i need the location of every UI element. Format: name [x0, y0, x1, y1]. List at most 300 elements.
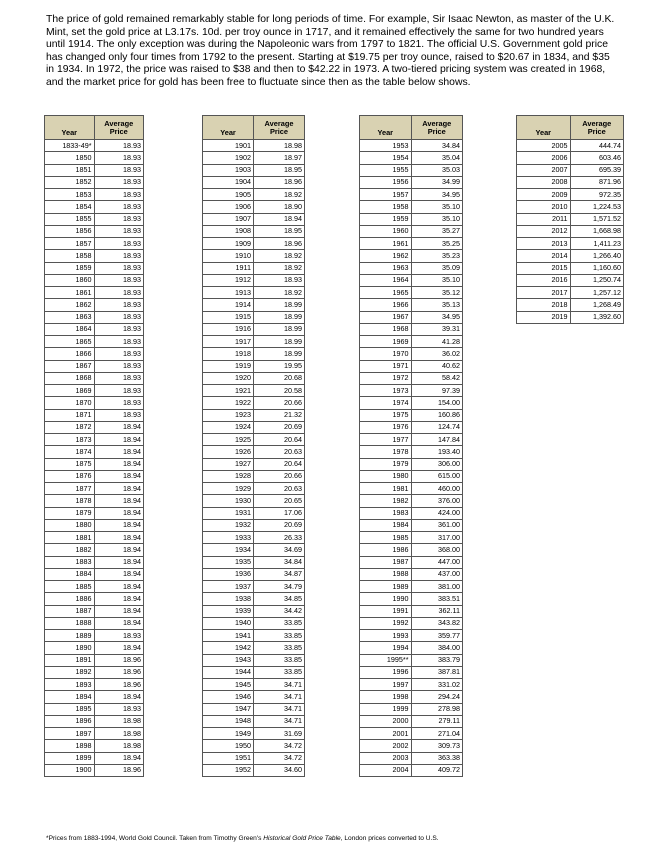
table-row — [45, 752, 144, 764]
price-cell: 18.95 — [254, 225, 305, 237]
year-cell: 1874 — [45, 446, 95, 458]
average-price-header-line2: Price — [269, 126, 289, 136]
price-cell: 35.04 — [411, 152, 463, 164]
price-cell: 972.35 — [570, 189, 624, 201]
price-cell: 18.94 — [94, 434, 144, 446]
table-row — [360, 446, 463, 458]
year-cell: 1980 — [360, 470, 412, 482]
table-row — [203, 654, 305, 666]
year-cell: 1933 — [203, 532, 254, 544]
table-row — [360, 630, 463, 642]
table-row — [360, 532, 463, 544]
table-row — [45, 152, 144, 164]
year-cell: 1910 — [203, 250, 254, 262]
year-cell: 1943 — [203, 654, 254, 666]
price-cell: 193.40 — [411, 446, 463, 458]
year-cell: 1977 — [360, 434, 412, 446]
year-cell: 1964 — [360, 274, 412, 286]
year-cell: 1850 — [45, 152, 95, 164]
price-cell: 35.23 — [411, 250, 463, 262]
year-cell: 1893 — [45, 679, 95, 691]
table-row — [517, 140, 624, 152]
year-cell: 1897 — [45, 728, 95, 740]
price-cell: 18.93 — [94, 262, 144, 274]
year-cell: 1879 — [45, 507, 95, 519]
table-row — [203, 605, 305, 617]
year-cell: 1926 — [203, 446, 254, 458]
year-cell: 1997 — [360, 679, 412, 691]
price-cell: 447.00 — [411, 556, 463, 568]
year-cell: 1965 — [360, 287, 412, 299]
price-cell: 33.85 — [254, 630, 305, 642]
year-cell: 2005 — [517, 140, 571, 152]
year-cell: 1913 — [203, 287, 254, 299]
price-cell: 147.84 — [411, 434, 463, 446]
table-row — [45, 728, 144, 740]
table-row — [360, 250, 463, 262]
year-cell: 1899 — [45, 752, 95, 764]
price-cell: 18.93 — [94, 311, 144, 323]
year-cell: 1878 — [45, 495, 95, 507]
table-row — [203, 299, 305, 311]
table-row — [203, 679, 305, 691]
year-cell: 2018 — [517, 299, 571, 311]
price-cell: 383.79 — [411, 654, 463, 666]
year-cell: 1945 — [203, 679, 254, 691]
table-row — [203, 593, 305, 605]
table-row — [360, 238, 463, 250]
table-row — [45, 519, 144, 531]
price-cell: 33.85 — [254, 666, 305, 678]
year-cell: 1918 — [203, 348, 254, 360]
price-cell: 18.99 — [254, 336, 305, 348]
price-cell: 1,250.74 — [570, 274, 624, 286]
table-row — [360, 483, 463, 495]
year-header: Year — [203, 116, 254, 140]
table-row — [203, 495, 305, 507]
year-cell: 2002 — [360, 740, 412, 752]
table-row — [203, 691, 305, 703]
year-cell: 1896 — [45, 715, 95, 727]
table-row — [45, 397, 144, 409]
table-row — [517, 225, 624, 237]
year-cell: 1890 — [45, 642, 95, 654]
year-cell: 1951 — [203, 752, 254, 764]
table-row — [203, 458, 305, 470]
table-row — [360, 189, 463, 201]
table-row — [360, 287, 463, 299]
price-cell: 271.04 — [411, 728, 463, 740]
year-cell: 1880 — [45, 519, 95, 531]
table-row — [203, 140, 305, 152]
table-row — [45, 250, 144, 262]
price-cell: 18.94 — [94, 556, 144, 568]
price-cell: 18.94 — [94, 421, 144, 433]
table-row — [203, 152, 305, 164]
table-row — [203, 752, 305, 764]
price-cell: 18.93 — [94, 397, 144, 409]
price-cell: 615.00 — [411, 470, 463, 482]
price-cell: 18.94 — [94, 495, 144, 507]
year-cell: 2011 — [517, 213, 571, 225]
year-header: Year — [517, 116, 571, 140]
table-row — [360, 360, 463, 372]
price-cell: 18.94 — [94, 532, 144, 544]
year-cell: 1912 — [203, 274, 254, 286]
price-cell: 331.02 — [411, 679, 463, 691]
table-row — [517, 250, 624, 262]
year-cell: 1885 — [45, 581, 95, 593]
year-cell: 1931 — [203, 507, 254, 519]
year-cell: 1908 — [203, 225, 254, 237]
price-cell: 18.96 — [94, 679, 144, 691]
year-cell: 1949 — [203, 728, 254, 740]
price-cell: 18.93 — [94, 189, 144, 201]
year-cell: 1883 — [45, 556, 95, 568]
price-cell: 18.93 — [94, 176, 144, 188]
table-row — [45, 323, 144, 335]
year-cell: 1952 — [203, 764, 254, 776]
table-row — [360, 164, 463, 176]
table-row — [203, 470, 305, 482]
price-cell: 20.69 — [254, 519, 305, 531]
table-row — [203, 397, 305, 409]
table-row — [360, 715, 463, 727]
table-row — [360, 299, 463, 311]
year-cell: 1906 — [203, 201, 254, 213]
table-row — [203, 434, 305, 446]
table-row — [360, 274, 463, 286]
table-row — [45, 299, 144, 311]
year-cell: 2013 — [517, 238, 571, 250]
table-row — [45, 189, 144, 201]
price-cell: 18.94 — [94, 593, 144, 605]
table-row — [45, 336, 144, 348]
year-cell: 1970 — [360, 348, 412, 360]
year-cell: 1950 — [203, 740, 254, 752]
year-cell: 1989 — [360, 581, 412, 593]
price-cell: 18.98 — [254, 140, 305, 152]
table-row — [203, 225, 305, 237]
price-cell: 35.03 — [411, 164, 463, 176]
year-cell: 1996 — [360, 666, 412, 678]
table-row — [517, 299, 624, 311]
average-price-header-line1: Average — [582, 118, 612, 128]
price-cell: 18.92 — [254, 262, 305, 274]
year-cell: 1995** — [360, 654, 412, 666]
year-cell: 2000 — [360, 715, 412, 727]
table-row — [203, 348, 305, 360]
year-cell: 1982 — [360, 495, 412, 507]
year-cell: 1900 — [45, 764, 95, 776]
price-cell: 18.94 — [94, 519, 144, 531]
year-cell: 1895 — [45, 703, 95, 715]
price-cell: 41.28 — [411, 336, 463, 348]
year-cell: 1865 — [45, 336, 95, 348]
price-cell: 34.87 — [254, 568, 305, 580]
price-cell: 34.71 — [254, 703, 305, 715]
price-cell: 18.94 — [94, 470, 144, 482]
price-cell: 35.25 — [411, 238, 463, 250]
table-row — [360, 764, 463, 776]
table-row — [517, 213, 624, 225]
table-row — [203, 287, 305, 299]
year-cell: 1959 — [360, 213, 412, 225]
price-cell: 384.00 — [411, 642, 463, 654]
year-cell: 1917 — [203, 336, 254, 348]
price-cell: 381.00 — [411, 581, 463, 593]
table-row — [45, 568, 144, 580]
year-cell: 1984 — [360, 519, 412, 531]
price-cell: 21.32 — [254, 409, 305, 421]
year-cell: 1858 — [45, 250, 95, 262]
price-cell: 18.98 — [94, 740, 144, 752]
price-cell: 18.94 — [94, 568, 144, 580]
table-row — [45, 764, 144, 776]
price-cell: 359.77 — [411, 630, 463, 642]
table-row — [360, 421, 463, 433]
table-row — [203, 764, 305, 776]
table-row — [203, 519, 305, 531]
price-cell: 18.93 — [94, 213, 144, 225]
year-cell: 1956 — [360, 176, 412, 188]
year-cell: 1958 — [360, 201, 412, 213]
year-cell: 1978 — [360, 446, 412, 458]
year-cell: 1942 — [203, 642, 254, 654]
year-cell: 1856 — [45, 225, 95, 237]
price-cell: 18.93 — [94, 238, 144, 250]
table-row — [45, 470, 144, 482]
table-row — [360, 752, 463, 764]
year-cell: 1927 — [203, 458, 254, 470]
price-cell: 34.95 — [411, 189, 463, 201]
table-row — [203, 213, 305, 225]
price-cell: 18.93 — [94, 164, 144, 176]
year-cell: 1886 — [45, 593, 95, 605]
price-cell: 18.98 — [94, 728, 144, 740]
year-cell: 1947 — [203, 703, 254, 715]
table-row — [360, 544, 463, 556]
year-cell: 1987 — [360, 556, 412, 568]
year-cell: 1881 — [45, 532, 95, 544]
price-cell: 18.96 — [254, 238, 305, 250]
table-row — [360, 728, 463, 740]
year-cell: 1861 — [45, 287, 95, 299]
table-row — [360, 740, 463, 752]
price-cell: 363.38 — [411, 752, 463, 764]
year-cell: 1976 — [360, 421, 412, 433]
price-cell: 18.94 — [254, 213, 305, 225]
header-row — [203, 116, 305, 140]
year-cell: 1875 — [45, 458, 95, 470]
price-cell: 124.74 — [411, 421, 463, 433]
price-cell: 309.73 — [411, 740, 463, 752]
year-cell: 1862 — [45, 299, 95, 311]
table-row — [360, 519, 463, 531]
year-cell: 1877 — [45, 483, 95, 495]
price-cell: 18.93 — [94, 152, 144, 164]
year-cell: 1948 — [203, 715, 254, 727]
year-cell: 2009 — [517, 189, 571, 201]
year-cell: 1928 — [203, 470, 254, 482]
year-cell: 1937 — [203, 581, 254, 593]
year-cell: 1963 — [360, 262, 412, 274]
year-cell: 1993 — [360, 630, 412, 642]
year-cell: 1872 — [45, 421, 95, 433]
year-cell: 1929 — [203, 483, 254, 495]
table-row — [203, 446, 305, 458]
year-cell: 1961 — [360, 238, 412, 250]
price-cell: 409.72 — [411, 764, 463, 776]
price-cell: 35.10 — [411, 201, 463, 213]
price-cell: 18.92 — [254, 250, 305, 262]
table-row — [45, 262, 144, 274]
year-cell: 2006 — [517, 152, 571, 164]
year-cell: 1871 — [45, 409, 95, 421]
price-cell: 695.39 — [570, 164, 624, 176]
price-cell: 18.92 — [254, 287, 305, 299]
table-row — [203, 336, 305, 348]
year-cell: 1866 — [45, 348, 95, 360]
average-price-header — [411, 116, 463, 140]
price-cell: 387.81 — [411, 666, 463, 678]
price-cell: 18.94 — [94, 446, 144, 458]
price-cell: 20.69 — [254, 421, 305, 433]
table-row — [45, 421, 144, 433]
year-cell: 1990 — [360, 593, 412, 605]
table-row — [203, 360, 305, 372]
year-cell: 1864 — [45, 323, 95, 335]
price-cell: 34.99 — [411, 176, 463, 188]
price-cell: 20.58 — [254, 385, 305, 397]
table-row — [45, 274, 144, 286]
table-row — [203, 532, 305, 544]
table-row — [203, 703, 305, 715]
gold-price-table-2 — [202, 115, 305, 777]
year-cell: 1853 — [45, 189, 95, 201]
year-cell: 1994 — [360, 642, 412, 654]
year-cell: 2017 — [517, 287, 571, 299]
price-cell: 18.99 — [254, 323, 305, 335]
table-row — [360, 385, 463, 397]
year-cell: 1867 — [45, 360, 95, 372]
year-cell: 1854 — [45, 201, 95, 213]
year-cell: 1898 — [45, 740, 95, 752]
table-row — [45, 642, 144, 654]
gold-price-table-1 — [44, 115, 144, 777]
year-cell: 2012 — [517, 225, 571, 237]
year-cell: 1932 — [203, 519, 254, 531]
table-row — [360, 691, 463, 703]
year-header: Year — [45, 116, 95, 140]
year-cell: 1855 — [45, 213, 95, 225]
price-cell: 18.93 — [94, 250, 144, 262]
price-cell: 18.93 — [94, 274, 144, 286]
price-cell: 18.96 — [94, 764, 144, 776]
price-cell: 18.99 — [254, 311, 305, 323]
year-cell: 2007 — [517, 164, 571, 176]
year-cell: 1975 — [360, 409, 412, 421]
table-row — [360, 213, 463, 225]
footnote — [46, 835, 439, 842]
price-cell: 18.93 — [94, 140, 144, 152]
average-price-header-line1: Average — [422, 118, 452, 128]
year-cell: 1960 — [360, 225, 412, 237]
table-row — [203, 568, 305, 580]
year-cell: 1915 — [203, 311, 254, 323]
price-cell: 34.72 — [254, 740, 305, 752]
year-cell: 1967 — [360, 311, 412, 323]
gold-price-table-4 — [516, 115, 624, 324]
price-cell: 444.74 — [570, 140, 624, 152]
year-cell: 1922 — [203, 397, 254, 409]
table-row — [517, 152, 624, 164]
price-cell: 1,266.40 — [570, 250, 624, 262]
table-row — [203, 189, 305, 201]
table-row — [360, 348, 463, 360]
table-row — [45, 360, 144, 372]
price-cell: 35.10 — [411, 213, 463, 225]
price-cell: 871.96 — [570, 176, 624, 188]
average-price-header-line2: Price — [427, 126, 446, 136]
table-row — [517, 238, 624, 250]
year-cell: 2014 — [517, 250, 571, 262]
price-cell: 18.94 — [94, 642, 144, 654]
table-row — [203, 164, 305, 176]
year-cell: 1940 — [203, 617, 254, 629]
year-cell: 1953 — [360, 140, 412, 152]
price-cell: 18.99 — [254, 299, 305, 311]
table-row — [360, 262, 463, 274]
table-row — [45, 238, 144, 250]
table-row — [360, 201, 463, 213]
year-cell: 1911 — [203, 262, 254, 274]
table-row — [45, 140, 144, 152]
year-cell: 1938 — [203, 593, 254, 605]
table-row — [45, 176, 144, 188]
price-cell: 18.93 — [94, 299, 144, 311]
price-cell: 603.46 — [570, 152, 624, 164]
price-cell: 1,668.98 — [570, 225, 624, 237]
year-cell: 2004 — [360, 764, 412, 776]
table-row — [517, 189, 624, 201]
year-cell: 1870 — [45, 397, 95, 409]
price-cell: 18.94 — [94, 605, 144, 617]
footnote-source-title: Historical Gold Price Table — [263, 835, 341, 842]
price-cell: 35.13 — [411, 299, 463, 311]
price-cell: 154.00 — [411, 397, 463, 409]
price-cell: 424.00 — [411, 507, 463, 519]
year-cell: 1986 — [360, 544, 412, 556]
table-row — [360, 556, 463, 568]
price-cell: 1,392.60 — [570, 311, 624, 323]
year-cell: 1902 — [203, 152, 254, 164]
table-row — [360, 581, 463, 593]
price-cell: 18.96 — [94, 654, 144, 666]
table-row — [45, 348, 144, 360]
year-cell: 1972 — [360, 372, 412, 384]
price-cell: 20.68 — [254, 372, 305, 384]
year-cell: 1985 — [360, 532, 412, 544]
year-cell: 1924 — [203, 421, 254, 433]
year-cell: 1914 — [203, 299, 254, 311]
table-row — [45, 458, 144, 470]
year-cell: 1962 — [360, 250, 412, 262]
table-row — [45, 740, 144, 752]
table-row — [203, 323, 305, 335]
price-cell: 18.96 — [94, 666, 144, 678]
year-cell: 2019 — [517, 311, 571, 323]
